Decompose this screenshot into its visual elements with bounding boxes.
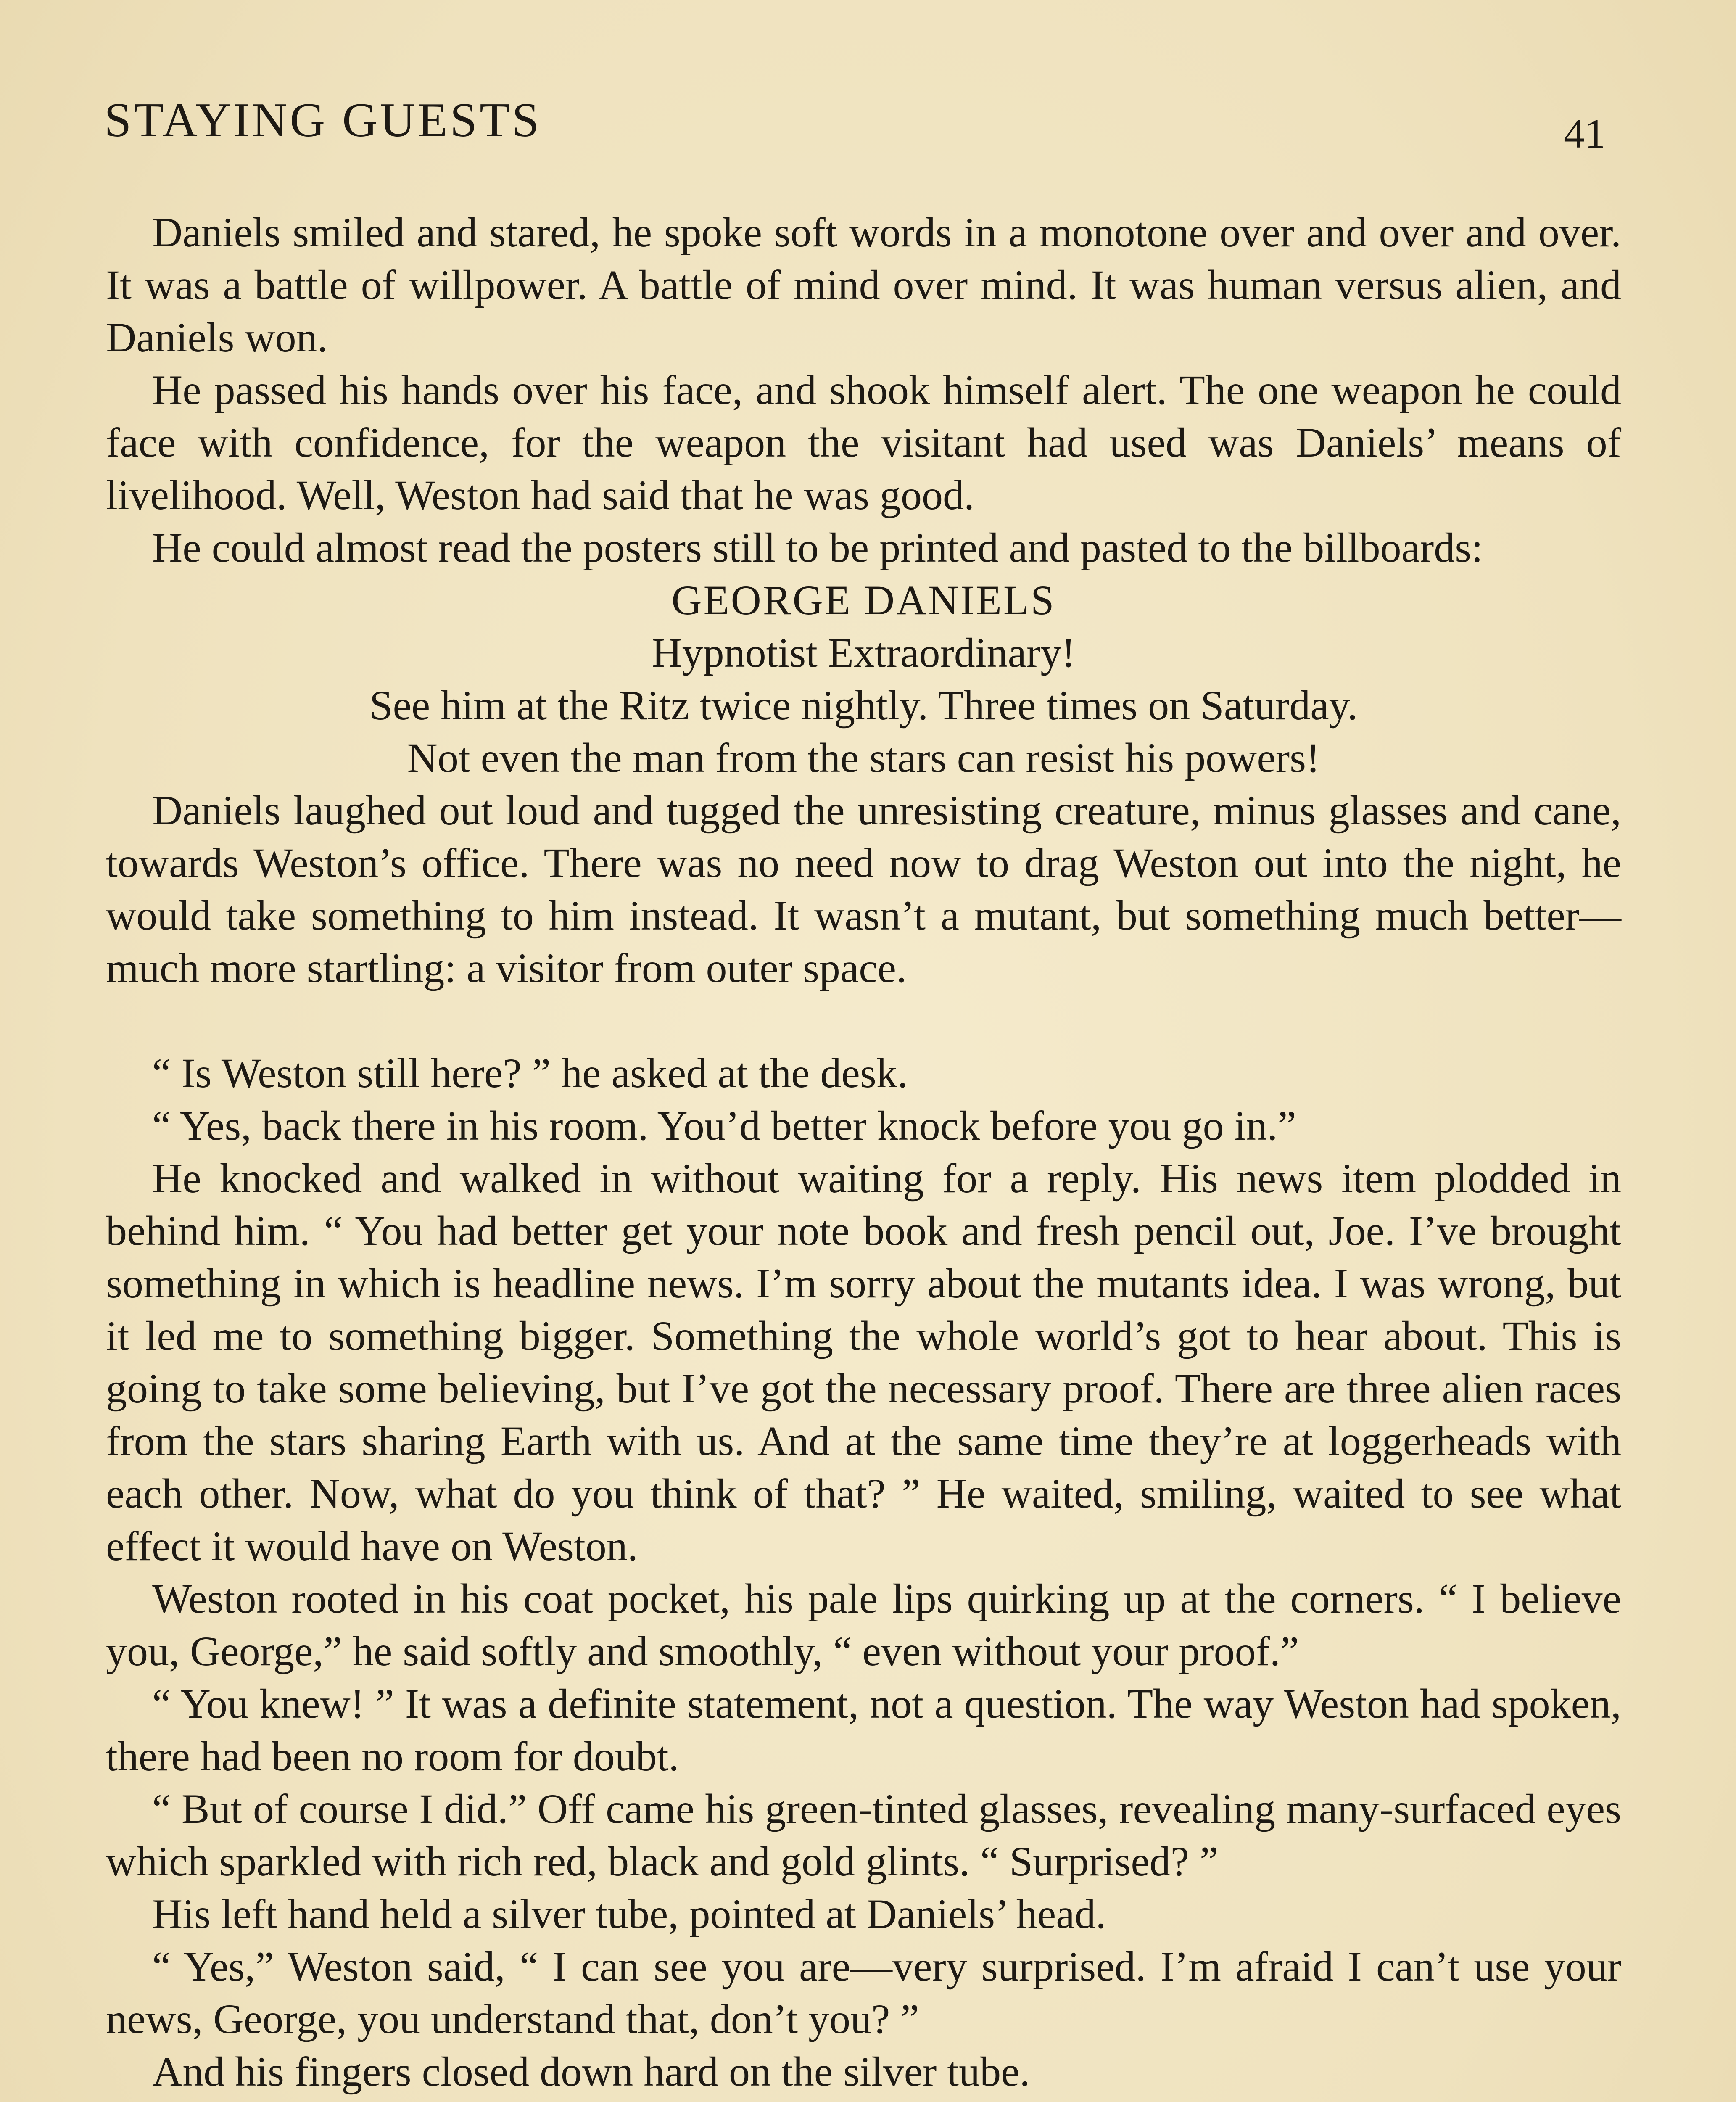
paragraph: Daniels smiled and stared, he spoke soft words in a monotone over and over and over. It was a battle of willpower. A battle of mind over mind. It was human versus alien, and Daniels won. [106, 209, 1621, 361]
paragraph: “ Yes, back there in his room. You’d better knock before you go in.” [152, 1102, 1296, 1149]
section-break [106, 994, 1621, 1047]
story-body [106, 206, 1621, 2098]
page-number: 41 [1564, 110, 1606, 157]
poster-line: Not even the man from the stars can resist his powers! [407, 734, 1320, 781]
paragraph: Weston rooted in his coat pocket, his pale lips quirking up at the corners. “ I believe you, George,” he said softly and smoothly, “ even without your proof.” [106, 1575, 1621, 1674]
paragraph: He passed his hands over his face, and shook himself alert. The one weapon he could face with confidence, for the weapon the visitant had used was Daniels’ means of livelihood. Well, Weston had said that he was good. [106, 367, 1621, 518]
poster-line: See him at the Ritz twice nightly. Three times on Saturday. [369, 682, 1358, 729]
running-title: STAYING GUESTS [104, 93, 542, 147]
paragraph: He knocked and walked in without waiting for a reply. His news item plodded in behind him. “ You had better get your note book and fresh pencil out, Joe. I’ve brought something in which is headline news. I’m sorry about the mutants idea. I was wrong, but it led me to something bigger. Something the whole world’s got to hear about. This is going to take some believing, but I’ve got the necessary proof. There are three alien races from the stars sharing Earth with us. And at the same time they’re at loggerheads with each other. Now, what do you think of that? ” He waited, smiling, waited to see what effect it would have on Weston. [106, 1155, 1621, 1569]
paragraph: He could almost read the posters still to be printed and pasted to the billboards: [152, 524, 1483, 571]
paragraph: “ You knew! ” It was a definite statement, not a question. The way Weston had spoken, there had been no room for doubt. [106, 1680, 1621, 1780]
poster-line: Hypnotist Extraordinary! [652, 629, 1076, 676]
paragraph: And his fingers closed down hard on the silver tube. [152, 2048, 1030, 2095]
paragraph: “ But of course I did.” Off came his green-tinted glasses, revealing many-surfaced eyes which sparkled with rich red, black and gold glints. “ Surprised? ” [106, 1785, 1621, 1885]
paragraph: His left hand held a silver tube, pointed at Daniels’ head. [152, 1891, 1106, 1937]
paragraph: “ Yes,” Weston said, “ I can see you are—very surprised. I’m afraid I can’t use your news, George, you understand that, don’t you? ” [106, 1943, 1621, 2042]
paragraph: Daniels laughed out loud and tugged the unresisting creature, minus glasses and cane, towards Weston’s office. There was no need now to drag Weston out into the night, he would take something to him instead. It wasn’t a mutant, but something much better—much more startling: a visitor from outer space. [106, 787, 1621, 991]
paragraph: “ Is Weston still here? ” he asked at the desk. [152, 1050, 908, 1096]
poster-title: GEORGE DANIELS [671, 577, 1056, 623]
